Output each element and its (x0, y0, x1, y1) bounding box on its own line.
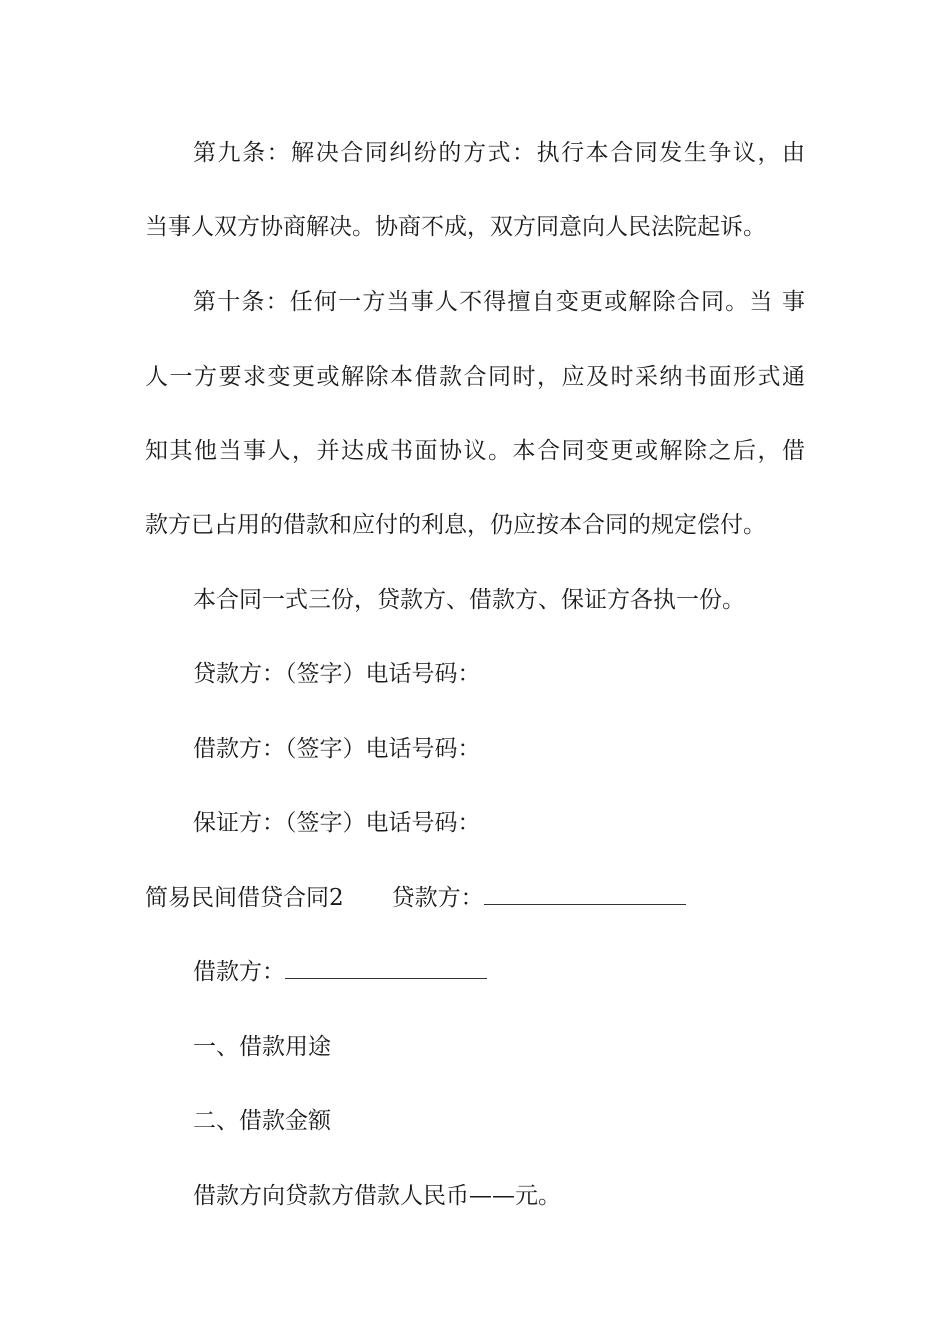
contract-2-borrower-label: 借款方： (193, 959, 285, 985)
lender-signature-line: 贷款方：（签字）电话号码： (193, 661, 481, 687)
section-1-heading: 一、借款用途 (193, 1034, 331, 1060)
section-2-heading: 二、借款金额 (193, 1108, 331, 1134)
loan-amount-text: 借款方向贷款方借款人民币——元。 (193, 1183, 561, 1209)
copies-clause: 本合同一式三份，贷款方、借款方、保证方各执一份。 (193, 587, 745, 613)
article-10-line-2: 人一方要求变更或解除本借款合同时，应及时采纳书面形式通 (145, 364, 805, 390)
article-10-line-4: 款方已占用的借款和应付的利息，仍应按本合同的规定偿付。 (145, 512, 766, 538)
borrower-name-blank (285, 958, 487, 979)
guarantor-signature-line: 保证方：（签字）电话号码： (193, 810, 481, 836)
contract-2-title: 简易民间借贷合同2 (145, 885, 344, 911)
lender-name-blank (484, 884, 686, 905)
contract-2-borrower-line (193, 957, 805, 987)
article-10-line-1: 第十条：任何一方当事人不得擅自变更或解除合同。当 事 (193, 289, 805, 315)
article-9-line-2: 当事人双方协商解决。协商不成，双方同意向人民法院起诉。 (145, 214, 766, 240)
contract-2-lender-label: 贷款方： (391, 885, 484, 911)
article-10-line-3: 知其他当事人，并达成书面协议。本合同变更或解除之后，借 (145, 438, 805, 464)
contract-2-header-line (145, 883, 805, 913)
borrower-signature-line: 借款方：（签字）电话号码： (193, 736, 481, 762)
article-9-line-1: 第九条：解决合同纠纷的方式：执行本合同发生争议，由 (193, 140, 805, 166)
